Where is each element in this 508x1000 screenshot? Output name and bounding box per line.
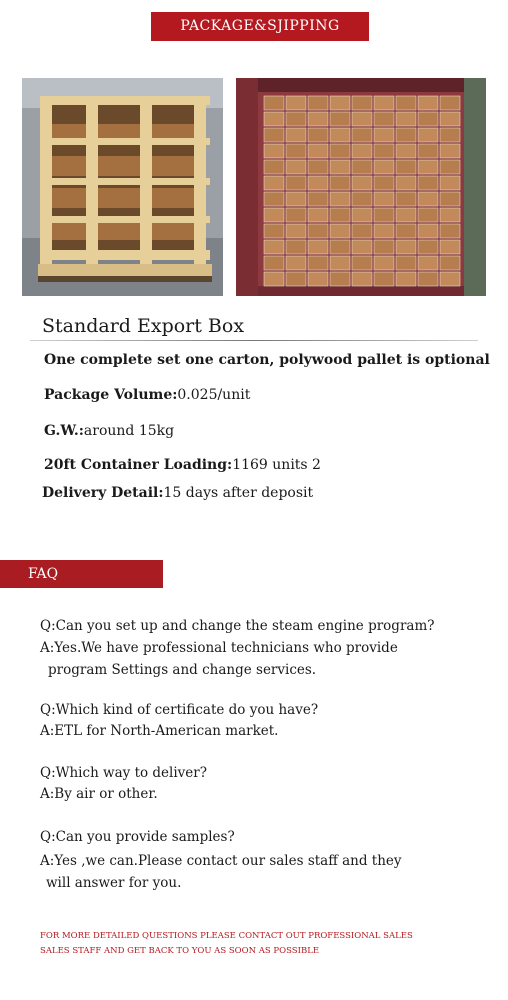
faq-heading: FAQ <box>0 560 163 588</box>
faq-answer: program Settings and change services. <box>48 662 317 678</box>
faq-answer: A:Yes ,we can.Please contact our sales staff and they <box>40 853 402 869</box>
package-note: One complete set one carton, polywood pallet is optional <box>44 352 490 368</box>
package-shipping-banner: PACKAGE&SJIPPING <box>151 12 369 41</box>
gross-weight: G.W.:around 15kg <box>44 423 175 439</box>
section-title: Standard Export Box <box>42 315 245 337</box>
faq-answer: A:Yes.We have professional technicians who provide <box>40 640 398 656</box>
package-volume: Package Volume:0.025/unit <box>44 387 251 403</box>
faq-question: Q:Which way to deliver? <box>40 765 207 781</box>
wooden-crate-pallet-photo <box>22 78 223 296</box>
faq-answer: will answer for you. <box>46 875 182 891</box>
faq-question: Q:Can you set up and change the steam engine program? <box>40 618 435 634</box>
faq-answer: A:By air or other. <box>40 786 158 802</box>
container-loading: 20ft Container Loading:1169 units 2 <box>44 457 321 473</box>
faq-question: Q:Can you provide samples? <box>40 829 235 845</box>
faq-answer: A:ETL for North-American market. <box>40 723 279 739</box>
contact-footer: FOR MORE DETAILED QUESTIONS PLEASE CONTACT OUT PROFESSIONAL SALES SALES STAFF AND GET BACK TO YOU AS SOON AS POSSIBLE <box>40 931 413 956</box>
shipping-container-cartons-photo <box>236 78 486 296</box>
faq-question: Q:Which kind of certificate do you have? <box>40 702 319 718</box>
divider <box>30 340 478 341</box>
delivery-detail: Delivery Detail:15 days after deposit <box>42 485 314 501</box>
